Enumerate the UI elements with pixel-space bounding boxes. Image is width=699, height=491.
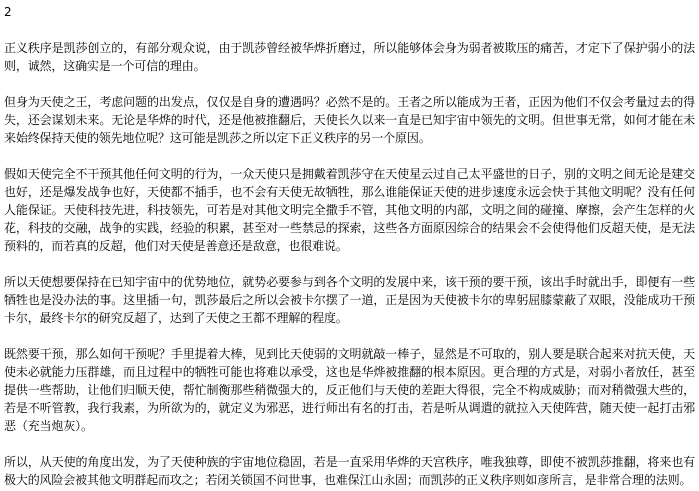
paragraph-1: 正义秩序是凯莎创立的，有部分观众说，由于凯莎曾经被华烨折磨过，所以能够体会身为弱者被欺压的痛苦，才定下了保护弱小的法则，诚然，这确实是一个可信的理由。 <box>4 41 695 73</box>
paragraph-4: 所以天使想要保持在已知宇宙中的优势地位，就势必要参与到各个文明的发展中来，该干预的要干预，该出手时就出手，即便有一些牺牲也是没办法的事。这里插一句，凯莎最后之所以会被卡尔摆了一道，正是因为天使被卡尔的卑躬屈膝蒙蔽了双眼，没能成功干预卡尔，最终卡尔的研究反超了，达到了天使之王都不理解的程度。 <box>4 275 695 325</box>
paragraph-6: 所以，从天使的角度出发，为了天使种族的宇宙地位稳固，若是一直采用华烨的天宫秩序，唯我独尊，即使不被凯莎推翻，将来也有极大的风险会被其他文明群起而攻之；若闭关锁国不问世事，也难保江山永固；而凯莎的正义秩序则如彦所言，是非常合理的法则。 <box>4 455 695 487</box>
paragraph-3: 假如天使完全不干预其他任何文明的行为，一众天使只是拥戴着凯莎守在天使星云过自己太平盛世的日子，别的文明之间无论是建交也好，还是爆发战争也好，天使都不插手，也不会有天使无故牺牲，那么谁能保证天使的进步速度永远会快于其他文明呢？没有任何人能保证。天使科技先进，科技领先，可若是对其他文明完全撒手不管，其他文明的内部，文明之间的碰撞、摩擦，会产生怎样的火花，科技的交融，战争的实践，经验的积累，甚至对一些禁忌的探索，这些各方面原因综合的结果会不会使得他们反超天使，是无法预料的，而若真的反超，他们对天使是善意还是敌意，也很难说。 <box>4 167 695 253</box>
paragraph-5: 既然要干预，那么如何干预呢？手里提着大棒，见到比天使弱的文明就敲一棒子，显然是不可取的，别人要是联合起来对抗天使，天使未必就能力压群雄，而且过程中的牺牲可能也将难以承受，这也是华烨被推翻的根本原因。更合理的方式是，对弱小者放任，甚至提供一些帮助，让他们归顺天使，帮忙制衡那些稍微强大的，反正他们与天使的差距大得很，完全不构成威胁；而对稍微强大些的，若是不听管教，我行我素，为所欲为的，就定义为邪恶，进行师出有名的打击，若是听从调遣的就拉入天使阵营，随天使一起打击邪恶（充当炮灰）。 <box>4 347 695 433</box>
paragraph-2: 但身为天使之王，考虑问题的出发点，仅仅是自身的遭遇吗？必然不是的。王者之所以能成为王者，正因为他们不仅会考量过去的得失，还会谋划未来。无论是华烨的时代，还是他被推翻后，天使长久以来一直是已知宇宙中领先的文明。但世事无常，如何才能在未来始终保持天使的领先地位呢？这可能是凯莎之所以定下正义秩序的另一个原因。 <box>4 95 695 145</box>
section-number: 2 <box>4 5 12 19</box>
